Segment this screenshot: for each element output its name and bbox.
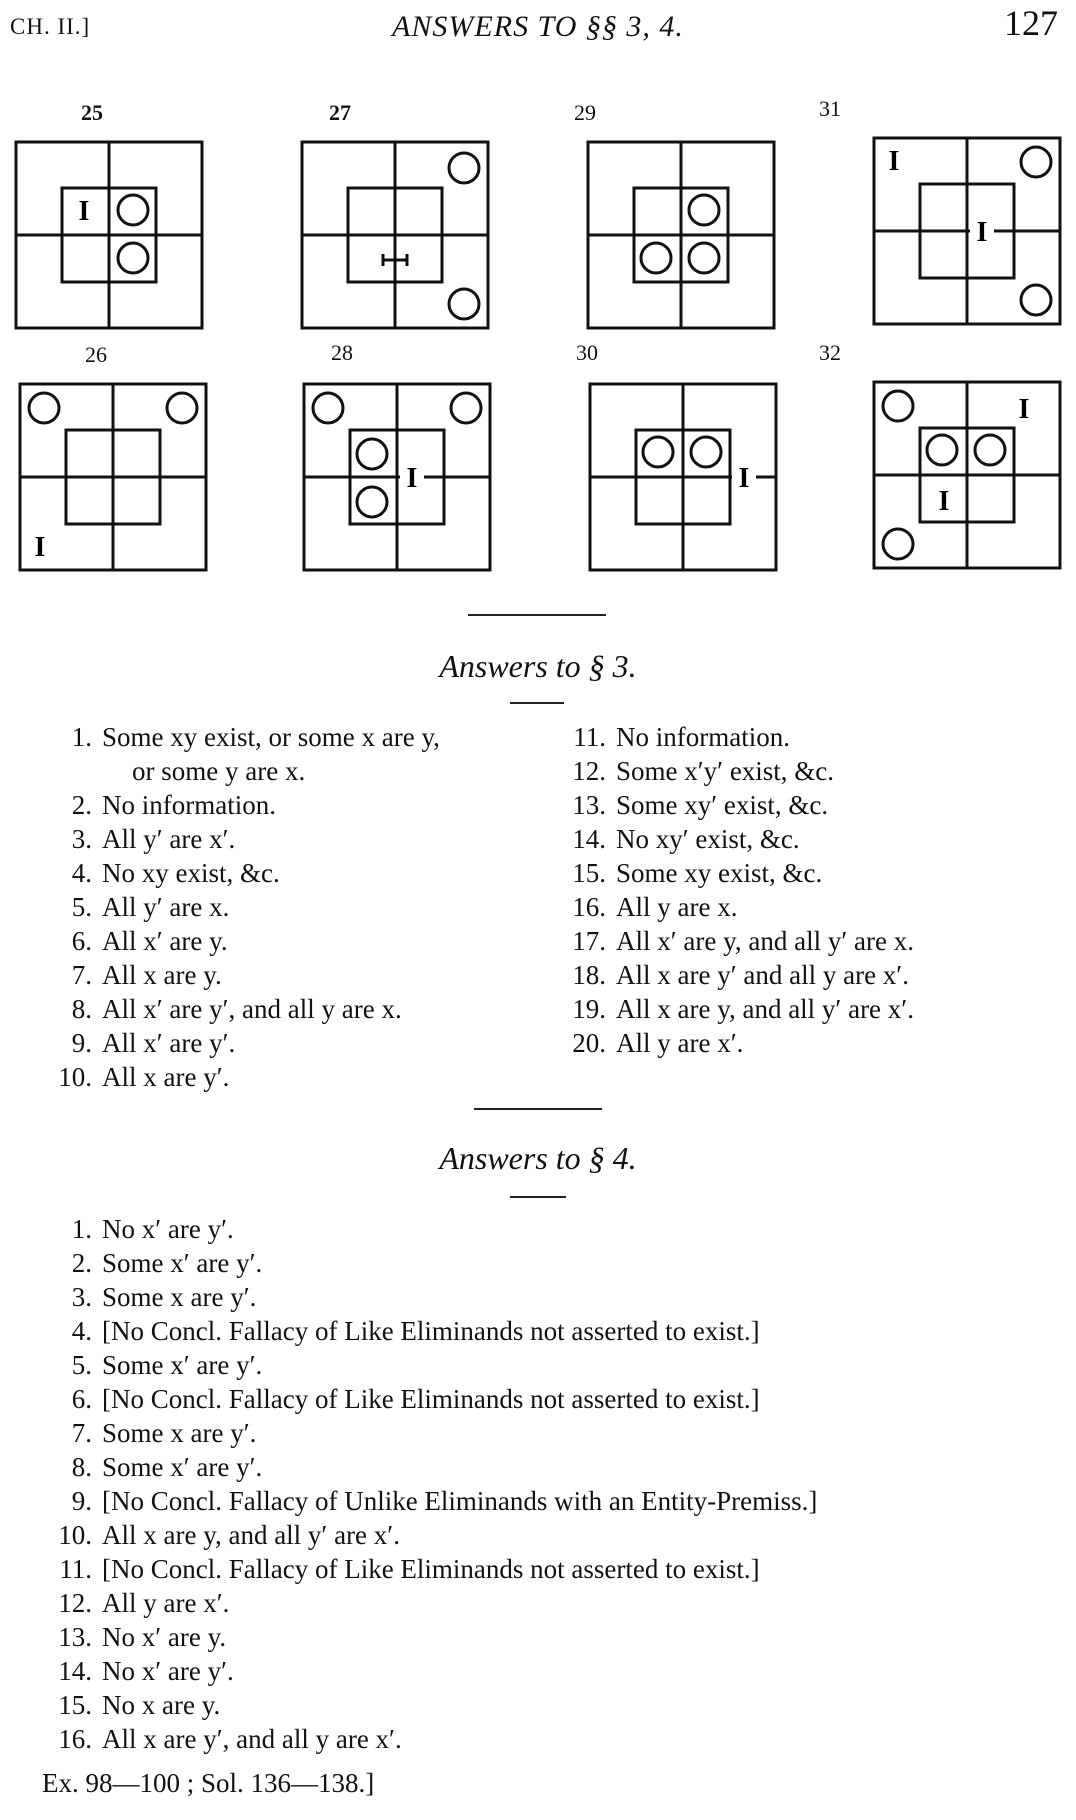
answer-item: 11. [No Concl. Fallacy of Like Eliminands not asserted to exist.] xyxy=(59,1554,760,1584)
answer-item: 18. All x are y′ and all y are x′. xyxy=(572,960,909,990)
mark-i: I xyxy=(738,463,750,494)
answer-item: 1. Some xy exist, or some x are y, xyxy=(71,722,440,752)
answer-item: 19. All x are y, and all y′ are x′. xyxy=(572,994,914,1024)
answer-item: 15. No x are y. xyxy=(58,1690,221,1720)
answer-item: or some y are x. xyxy=(132,756,306,786)
section-4-title: Answers to § 4. xyxy=(439,1140,637,1176)
diagram-label-32: 32 xyxy=(819,340,841,365)
answer-item: 17. All x′ are y, and all y′ are x. xyxy=(572,926,914,956)
mark-i: I xyxy=(406,463,418,494)
section-divider xyxy=(468,614,606,616)
mark-i: I xyxy=(34,532,46,563)
diagram-29 xyxy=(586,140,776,330)
diagram-26 xyxy=(18,382,208,572)
answer-item: 4. No xy exist, &c. xyxy=(71,858,280,888)
answer-item: 6. [No Concl. Fallacy of Like Eliminands not asserted to exist.] xyxy=(71,1384,760,1414)
mark-i: I xyxy=(976,217,988,248)
running-head-chapter: CH. II.] xyxy=(10,14,91,39)
title-underline xyxy=(510,1196,566,1198)
answer-item: 5. Some x′ are y′. xyxy=(71,1350,263,1380)
diagram-28 xyxy=(302,382,492,572)
answer-item: 3. Some x are y′. xyxy=(71,1282,257,1312)
section-3-left-column xyxy=(48,720,440,1094)
diagram-27 xyxy=(300,140,490,330)
answer-item: 10. All x are y′. xyxy=(58,1062,230,1092)
answer-item: 16. All x are y′, and all y are x′. xyxy=(58,1724,402,1754)
answer-item: 12. Some x′y′ exist, &c. xyxy=(572,756,835,786)
mark-i: I xyxy=(1018,394,1030,425)
answer-item: 2. No information. xyxy=(71,790,276,820)
answer-item: 13. Some xy′ exist, &c. xyxy=(572,790,829,820)
exercise-reference: Ex. 98—100 ; Sol. 136—138.] xyxy=(42,1768,375,1798)
answer-item: 7. All x are y. xyxy=(71,960,222,990)
answer-item: 20. All y are x′. xyxy=(572,1028,744,1058)
running-head-title: ANSWERS TO §§ 3, 4. xyxy=(392,10,684,43)
mark-i: I xyxy=(78,196,90,227)
answer-item: 8. All x′ are y′, and all y are x. xyxy=(71,994,402,1024)
answer-item: 8. Some x′ are y′. xyxy=(71,1452,263,1482)
section-divider xyxy=(474,1108,602,1110)
diagram-label-29: 29 xyxy=(574,100,596,125)
section-4-list xyxy=(48,1212,817,1756)
page-number: 127 xyxy=(1004,3,1058,43)
title-underline xyxy=(510,702,564,704)
diagram-label-28: 28 xyxy=(331,340,353,365)
answer-item: 12. All y are x′. xyxy=(58,1588,230,1618)
answer-item: 16. All y are x. xyxy=(572,892,738,922)
section-3-right-column xyxy=(562,720,914,1060)
answer-item: 11. No information. xyxy=(573,722,790,752)
diagram-label-31: 31 xyxy=(819,96,841,121)
diagram-label-25: 25 xyxy=(81,100,103,125)
mark-i: I xyxy=(888,146,900,177)
answer-item: 7. Some x are y′. xyxy=(71,1418,257,1448)
section-3-title: Answers to § 3. xyxy=(439,648,637,684)
diagram-30 xyxy=(588,382,778,572)
diagram-32 xyxy=(872,380,1062,570)
answer-item: 4. [No Concl. Fallacy of Like Eliminands not asserted to exist.] xyxy=(71,1316,760,1346)
answer-item: 10. All x are y, and all y′ are x′. xyxy=(58,1520,400,1550)
answer-item: 9. All x′ are y′. xyxy=(71,1028,236,1058)
diagram-label-30: 30 xyxy=(576,340,598,365)
answer-item: 6. All x′ are y. xyxy=(71,926,228,956)
answer-item: 14. No xy′ exist, &c. xyxy=(572,824,800,854)
answer-item: 2. Some x′ are y′. xyxy=(71,1248,263,1278)
answer-item: 1. No x′ are y′. xyxy=(71,1214,234,1244)
diagram-31 xyxy=(872,136,1062,326)
answer-item: 13. No x′ are y. xyxy=(58,1622,227,1652)
mark-i: I xyxy=(938,486,950,517)
diagram-label-27: 27 xyxy=(329,100,351,125)
answer-item: 9. [No Concl. Fallacy of Unlike Eliminands with an Entity-Premiss.] xyxy=(71,1486,818,1516)
answer-item: 5. All y′ are x. xyxy=(71,892,230,922)
answer-item: 14. No x′ are y′. xyxy=(58,1656,234,1686)
diagram-25 xyxy=(14,140,204,330)
diagram-label-26: 26 xyxy=(85,342,107,367)
answer-item: 15. Some xy exist, &c. xyxy=(572,858,823,888)
answer-item: 3. All y′ are x′. xyxy=(71,824,236,854)
